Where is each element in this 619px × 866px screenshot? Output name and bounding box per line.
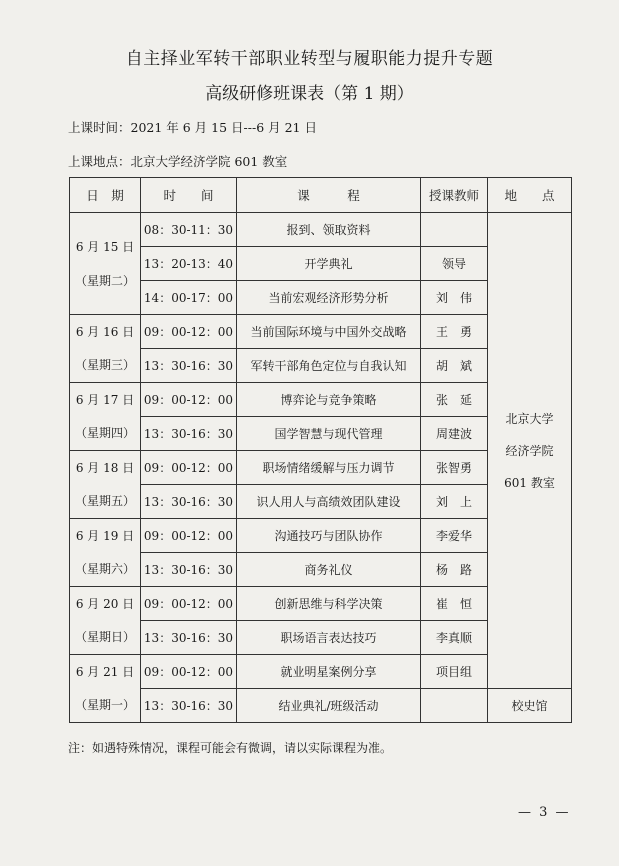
venue-line: 601 教室	[504, 475, 555, 490]
session-time: 13：30-16：30	[141, 621, 237, 655]
session-teacher: 项目组	[421, 655, 488, 689]
session-time: 09：00-12：00	[141, 451, 237, 485]
session-teacher: 刘 伟	[421, 281, 488, 315]
session-course: 职场语言表达技巧	[237, 621, 421, 655]
day-cell	[70, 213, 141, 315]
session-time: 13：30-16：30	[141, 417, 237, 451]
session-course: 开学典礼	[237, 247, 421, 281]
day-weekday: （星期四）	[74, 425, 135, 440]
session-time: 13：30-16：30	[141, 485, 237, 519]
day-date: 6 月 19 日	[75, 528, 135, 543]
session-course: 识人用人与高绩效团队建设	[237, 485, 421, 519]
session-teacher: 杨 路	[421, 553, 488, 587]
page-number: — 3 —	[518, 805, 571, 820]
session-course: 军转干部角色定位与自我认知	[237, 349, 421, 383]
day-weekday: （星期一）	[74, 697, 135, 712]
session-course: 国学智慧与现代管理	[237, 417, 421, 451]
session-teacher	[421, 689, 488, 723]
document-title: 自主择业军转干部职业转型与履职能力提升专题	[125, 49, 494, 69]
session-course: 当前国际环境与中国外交战略	[237, 315, 421, 349]
day-cell	[70, 383, 141, 451]
session-time: 08：30-11：30	[141, 213, 237, 247]
header-course: 课 程	[237, 178, 421, 213]
session-teacher: 周建波	[421, 417, 488, 451]
session-teacher	[421, 213, 488, 247]
day-cell	[70, 315, 141, 383]
class-time: 上课时间：2021 年 6 月 15 日---6 月 21 日	[68, 120, 317, 135]
session-time: 13：30-16：30	[141, 349, 237, 383]
day-date: 6 月 17 日	[75, 392, 135, 407]
day-date: 6 月 16 日	[75, 324, 135, 339]
day-weekday: （星期六）	[74, 561, 135, 576]
day-weekday: （星期五）	[74, 493, 135, 508]
day-date: 6 月 18 日	[75, 460, 135, 475]
table-header-row	[70, 178, 572, 213]
session-course: 沟通技巧与团队协作	[237, 519, 421, 553]
session-teacher: 王 勇	[421, 315, 488, 349]
footnote: 注：如遇特殊情况，课程可能会有微调，请以实际课程为准。	[68, 741, 393, 755]
day-cell	[70, 519, 141, 587]
header-date: 日 期	[70, 178, 141, 213]
session-course: 报到、领取资料	[237, 213, 421, 247]
header-teacher: 授课教师	[421, 178, 488, 213]
day-weekday: （星期二）	[74, 273, 135, 288]
venue-line: 北京大学	[505, 411, 554, 426]
session-course: 商务礼仪	[237, 553, 421, 587]
venue-line: 经济学院	[505, 443, 554, 458]
session-course: 当前宏观经济形势分析	[237, 281, 421, 315]
header-time: 时 间	[141, 178, 237, 213]
session-course: 就业明星案例分享	[237, 655, 421, 689]
session-time: 09：00-12：00	[141, 383, 237, 417]
session-time: 13：30-16：30	[141, 689, 237, 723]
session-time: 09：00-12：00	[141, 655, 237, 689]
schedule-table	[69, 177, 572, 723]
day-date: 6 月 21 日	[75, 664, 135, 679]
session-teacher: 张智勇	[421, 451, 488, 485]
session-time: 09：00-12：00	[141, 519, 237, 553]
document-subtitle: 高级研修班课表（第 1 期）	[205, 84, 414, 104]
session-teacher: 领导	[421, 247, 488, 281]
venue-last-cell: 校史馆	[488, 689, 572, 723]
session-teacher: 李真顺	[421, 621, 488, 655]
header-place: 地 点	[488, 178, 572, 213]
session-time: 09：00-12：00	[141, 587, 237, 621]
table-row	[70, 689, 572, 723]
session-course: 创新思维与科学决策	[237, 587, 421, 621]
session-course: 结业典礼/班级活动	[237, 689, 421, 723]
session-time: 13：20-13：40	[141, 247, 237, 281]
table-row	[70, 213, 572, 247]
day-cell	[70, 655, 141, 723]
session-teacher: 胡 斌	[421, 349, 488, 383]
session-teacher: 李爱华	[421, 519, 488, 553]
session-teacher: 刘 上	[421, 485, 488, 519]
session-time: 09：00-12：00	[141, 315, 237, 349]
day-date: 6 月 20 日	[75, 596, 135, 611]
session-course: 职场情绪缓解与压力调节	[237, 451, 421, 485]
session-time: 13：30-16：30	[141, 553, 237, 587]
session-teacher: 崔 恒	[421, 587, 488, 621]
day-weekday: （星期日）	[74, 629, 135, 644]
session-course: 博弈论与竞争策略	[237, 383, 421, 417]
session-teacher: 张 延	[421, 383, 488, 417]
day-weekday: （星期三）	[74, 357, 135, 372]
day-cell	[70, 587, 141, 655]
day-date: 6 月 15 日	[75, 239, 135, 254]
venue-cell	[488, 213, 572, 689]
class-location: 上课地点：北京大学经济学院 601 教室	[68, 154, 288, 169]
session-time: 14：00-17：00	[141, 281, 237, 315]
day-cell	[70, 451, 141, 519]
